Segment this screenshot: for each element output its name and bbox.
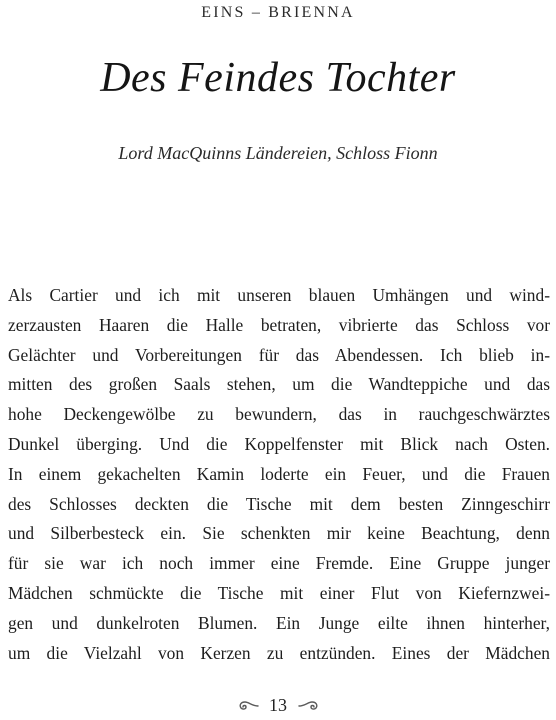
text-line: Als Cartier und ich mit unseren blauen Umhängen und wind-: [8, 285, 550, 305]
text-line: um die Vielzahl von Kerzen zu entzünden. Eines der Mädchen: [8, 642, 550, 663]
text-line: Gelächter und Vorbereitungen für das Abendessen. Ich blieb in-: [8, 344, 550, 365]
body-text: [8, 281, 550, 668]
running-head: EINS – BRIENNA: [201, 4, 355, 21]
text-line: mitten des großen Saals stehen, um die Wandteppiche und das: [8, 374, 550, 395]
chapter-subtitle: Lord MacQuinns Ländereien, Schloss Fionn: [118, 143, 438, 163]
page-footer: [0, 694, 556, 716]
text-line: gen und dunkelroten Blumen. Ein Junge eilte ihnen hinterher,: [8, 612, 550, 633]
text-line: In einem gekachelten Kamin loderte ein Feuer, und die Frauen: [8, 463, 550, 484]
text-line: für sie war ich noch immer eine Fremde. Eine Gruppe junger: [8, 553, 550, 574]
swirl-ornament-right-icon: [298, 700, 320, 712]
chapter-title: Des Feindes Tochter: [100, 55, 456, 101]
text-line: und Silberbesteck ein. Sie schenkten mir keine Beachtung, denn: [8, 523, 550, 544]
swirl-ornament-left-icon: [237, 700, 259, 712]
text-line: des Schlosses deckten die Tische mit dem besten Zinngeschirr: [8, 493, 550, 514]
text-line: Dunkel überging. Und die Koppelfenster mit Blick nach Osten.: [8, 433, 550, 454]
text-line: zerzausten Haaren die Halle betraten, vibrierte das Schloss vor: [8, 314, 550, 335]
text-line: Mädchen schmückte die Tische mit einer Flut von Kiefernzwei-: [8, 582, 550, 603]
page-number: 13: [269, 695, 287, 716]
text-line: hohe Deckengewölbe zu bewundern, das in rauchgeschwärztes: [8, 404, 550, 425]
